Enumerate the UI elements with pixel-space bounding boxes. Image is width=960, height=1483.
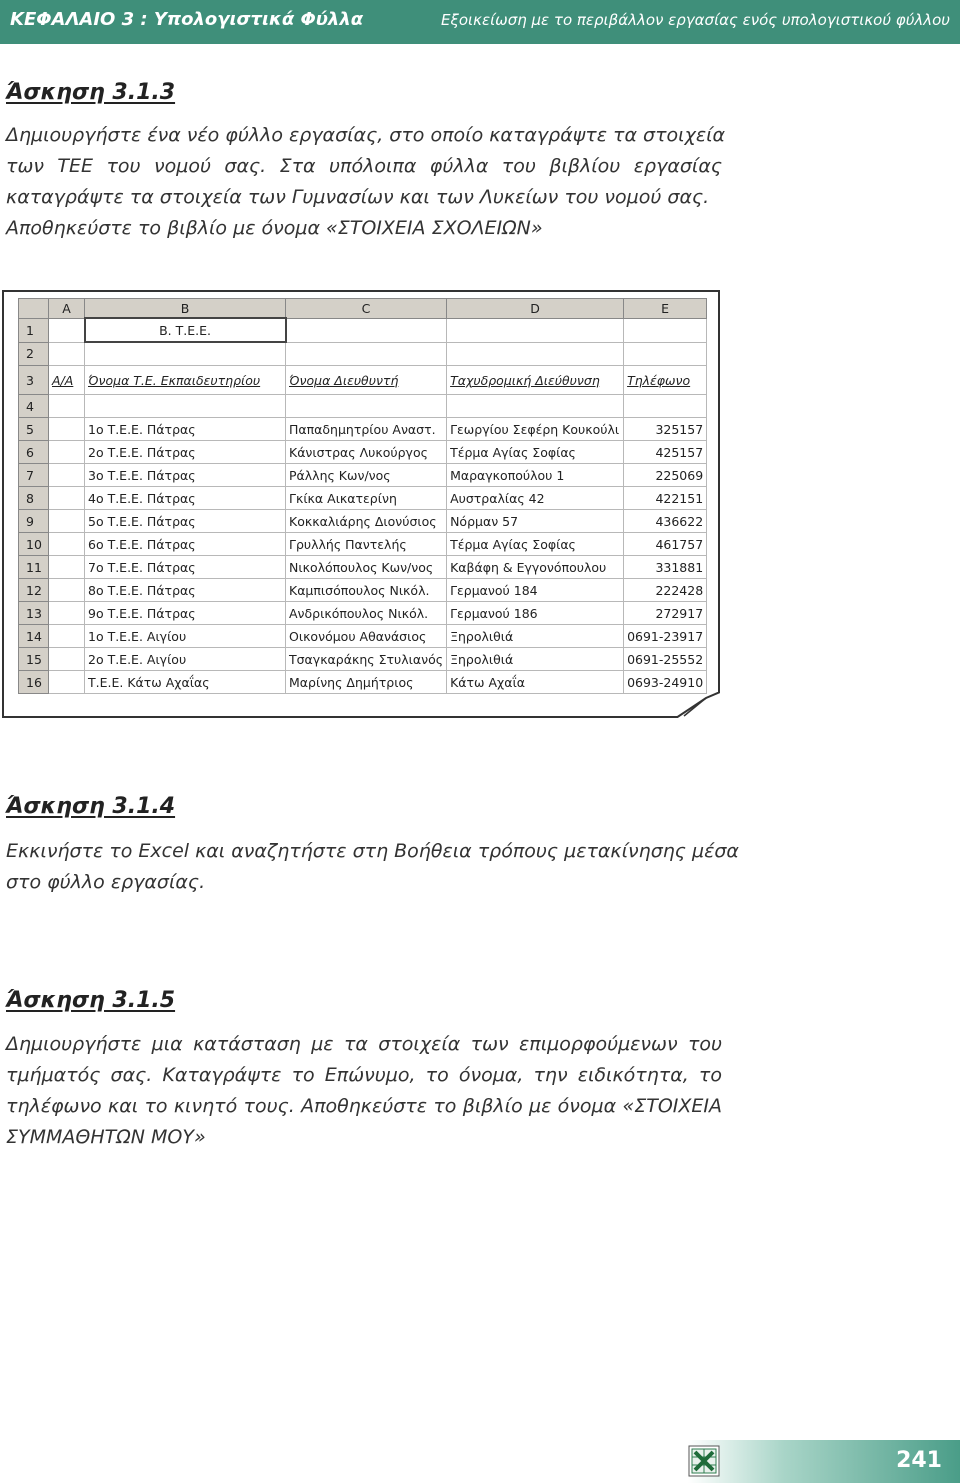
cell[interactable] [49,648,85,671]
cell[interactable] [49,556,85,579]
cell[interactable]: 9ο Τ.Ε.Ε. Πάτρας [85,602,286,625]
cell[interactable] [49,395,85,418]
cell[interactable]: 222428 [624,579,707,602]
cell[interactable] [624,395,707,418]
cell[interactable] [447,318,624,342]
cell[interactable]: Γρυλλής Παντελής [286,533,447,556]
row-header[interactable]: 16 [19,671,49,694]
cell[interactable] [624,318,707,342]
text-line: καταγράψτε τα στοιχεία των Γυμνασίων και των Λυκείων του νομού σας. [6,186,710,208]
row-header[interactable]: 9 [19,510,49,533]
row-header[interactable]: 14 [19,625,49,648]
cell[interactable] [49,342,85,366]
cell[interactable] [49,418,85,441]
cell[interactable] [49,579,85,602]
cell[interactable]: Καβάφη & Εγγονόπουλου [447,556,624,579]
exercise-text-3 [6,1029,722,1153]
cell[interactable]: Γεωργίου Σεφέρη Κουκούλι [447,418,624,441]
table-row [19,602,707,625]
cell[interactable]: 425157 [624,441,707,464]
header-cell[interactable]: Όνομα Τ.Ε. Εκπαιδευτηρίου [85,366,286,395]
cell[interactable] [49,510,85,533]
text-line: τμήματός σας. Καταγράψτε το Επώνυμο, το όνομα, την ειδικότητα, το [6,1064,722,1086]
cell[interactable]: 331881 [624,556,707,579]
excel-icon [688,1445,720,1477]
cell[interactable] [85,395,286,418]
cell[interactable]: Νικολόπουλος Κων/νος [286,556,447,579]
exercise-title-3: Άσκηση 3.1.5 [6,988,176,1013]
cell[interactable]: 6ο Τ.Ε.Ε. Πάτρας [85,533,286,556]
cell[interactable] [286,395,447,418]
cell[interactable]: Κοκκαλιάρης Διονύσιος [286,510,447,533]
cell[interactable] [49,602,85,625]
cell[interactable]: 422151 [624,487,707,510]
table-row [19,625,707,648]
cell[interactable]: Κάτω Αχαΐα [447,671,624,694]
exercise-title-1: Άσκηση 3.1.3 [6,80,176,105]
select-all-corner[interactable] [19,299,49,319]
cell[interactable] [49,533,85,556]
cell[interactable]: Ξηρολιθιά [447,648,624,671]
cell[interactable]: Ξηρολιθιά [447,625,624,648]
cell[interactable]: Οικονόμου Αθανάσιος [286,625,447,648]
cell[interactable] [49,441,85,464]
cell[interactable]: Νόρμαν 57 [447,510,624,533]
header-cell[interactable]: Τηλέφωνο [624,366,707,395]
row-header[interactable]: 6 [19,441,49,464]
cell[interactable]: Ράλλης Κων/νος [286,464,447,487]
text-line: Δημιουργήστε ένα νέο φύλλο εργασίας, στο οποίο καταγράψτε τα στοιχεία [6,124,726,146]
table-row [19,648,707,671]
cell[interactable]: Γκίκα Αικατερίνη [286,487,447,510]
table-row [19,441,707,464]
cell[interactable]: Καμπισόπουλος Νικόλ. [286,579,447,602]
chapter-title: ΚΕΦΑΛΑΙΟ 3 : Υπολογιστικά Φύλλα [10,9,364,30]
cell[interactable]: Κάνιστρας Λυκούργος [286,441,447,464]
cell[interactable]: 225069 [624,464,707,487]
page-number-box [688,1440,960,1483]
exercise-title-2: Άσκηση 3.1.4 [6,794,176,819]
cell[interactable]: 272917 [624,602,707,625]
header-cell[interactable]: Α/Α [49,366,85,395]
row-header[interactable]: 4 [19,395,49,418]
row-header[interactable]: 5 [19,418,49,441]
cell[interactable]: 325157 [624,418,707,441]
header-cell[interactable]: Όνομα Διευθυντή [286,366,447,395]
row-header[interactable]: 7 [19,464,49,487]
cell[interactable]: 5ο Τ.Ε.Ε. Πάτρας [85,510,286,533]
row-header[interactable]: 2 [19,342,49,366]
table-row [19,395,707,418]
cell[interactable]: Μαραγκοπούλου 1 [447,464,624,487]
cell[interactable] [49,318,85,342]
table-row [19,533,707,556]
cell[interactable]: 1ο Τ.Ε.Ε. Πάτρας [85,418,286,441]
table-row [19,464,707,487]
cell[interactable]: 2ο Τ.Ε.Ε. Αιγίου [85,648,286,671]
table-row [19,318,707,342]
cell[interactable] [447,342,624,366]
cell[interactable] [85,342,286,366]
cell[interactable] [447,395,624,418]
header-cell[interactable]: Ταχυδρομική Διεύθυνση [447,366,624,395]
cell[interactable] [49,625,85,648]
cell[interactable]: 1ο Τ.Ε.Ε. Αιγίου [85,625,286,648]
table-row [19,487,707,510]
row-header[interactable]: 3 [19,366,49,395]
chapter-header [0,0,960,44]
row-header[interactable]: 12 [19,579,49,602]
column-header-a[interactable]: A [49,299,85,319]
cell[interactable]: 8ο Τ.Ε.Ε. Πάτρας [85,579,286,602]
cell[interactable]: Ανδρικόπουλος Νικόλ. [286,602,447,625]
cell[interactable]: 3ο Τ.Ε.Ε. Πάτρας [85,464,286,487]
column-header-d[interactable]: D [447,299,624,319]
row-header[interactable]: 8 [19,487,49,510]
cell[interactable]: Τέρμα Αγίας Σοφίας [447,441,624,464]
cell[interactable] [49,671,85,694]
cell[interactable]: Μαρίνης Δημήτριος [286,671,447,694]
cell[interactable]: 0693-24910 [624,671,707,694]
page-curl-corner [676,692,720,718]
column-header-b[interactable]: B [85,299,286,319]
cell[interactable]: Αυστραλίας 42 [447,487,624,510]
title-cell[interactable]: Β. Τ.Ε.Ε. [85,318,286,342]
page-number: 241 [896,1448,942,1473]
text-line: τηλέφωνο και το κινητό τους. Αποθηκεύστε το βιβλίο με όνομα «ΣΤΟΙΧΕΙΑ [6,1095,722,1117]
cell[interactable]: 436622 [624,510,707,533]
row-header[interactable]: 15 [19,648,49,671]
text-line: Εκκινήστε το Excel και αναζητήστε στη Βοήθεια τρόπους μετακίνησης μέσα [6,840,739,862]
row-header[interactable]: 11 [19,556,49,579]
cell[interactable]: Τσαγκαράκης Στυλιανός [286,648,447,671]
cell[interactable]: Γερμανού 184 [447,579,624,602]
cell[interactable] [286,342,447,366]
text-line: των ΤΕΕ του νομού σας. Στα υπόλοιπα φύλλα του βιβλίου εργασίας [6,155,722,177]
table-row [19,556,707,579]
cell[interactable]: 2ο Τ.Ε.Ε. Πάτρας [85,441,286,464]
cell[interactable] [49,464,85,487]
cell[interactable]: Τ.Ε.Ε. Κάτω Αχαΐας [85,671,286,694]
exercise-text-1 [6,120,726,244]
table-row [19,342,707,366]
column-header-e[interactable]: E [624,299,707,319]
spreadsheet-table [18,298,707,694]
cell[interactable]: 4ο Τ.Ε.Ε. Πάτρας [85,487,286,510]
row-header[interactable]: 1 [19,318,49,342]
chapter-subtitle: Εξοικείωση με το περιβάλλον εργασίας ενός υπολογιστικού φύλλου [441,11,950,29]
cell[interactable] [624,342,707,366]
cell[interactable]: 0691-25552 [624,648,707,671]
row-header[interactable]: 10 [19,533,49,556]
cell[interactable]: Γερμανού 186 [447,602,624,625]
table-row [19,418,707,441]
table-row [19,671,707,694]
column-header-c[interactable]: C [286,299,447,319]
row-header[interactable]: 13 [19,602,49,625]
column-header-row [19,299,707,319]
text-line: ΣΥΜΜΑΘΗΤΩΝ ΜΟΥ» [6,1126,206,1148]
cell[interactable]: 7ο Τ.Ε.Ε. Πάτρας [85,556,286,579]
exercise-text-2 [6,836,739,898]
cell[interactable]: 0691-23917 [624,625,707,648]
cell[interactable] [286,318,447,342]
text-line: Αποθηκεύστε το βιβλίο με όνομα «ΣΤΟΙΧΕΙΑ ΣΧΟΛΕΙΩΝ» [6,217,543,239]
cell[interactable]: Τέρμα Αγίας Σοφίας [447,533,624,556]
table-header-row [19,366,707,395]
cell[interactable]: Παπαδημητρίου Αναστ. [286,418,447,441]
cell[interactable] [49,487,85,510]
cell[interactable]: 461757 [624,533,707,556]
table-row [19,510,707,533]
table-row [19,579,707,602]
text-line: στο φύλλο εργασίας. [6,871,206,893]
text-line: Δημιουργήστε μια κατάσταση με τα στοιχεία των επιμορφούμενων του [6,1033,722,1055]
